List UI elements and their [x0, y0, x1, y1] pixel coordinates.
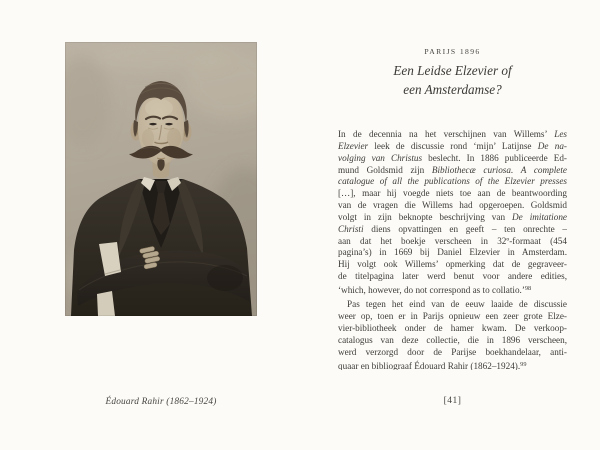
body-text-line: Pas tegen het eind van de eeuw laaide de discussie	[347, 299, 567, 310]
body-text-line: Christi diens opvattingen en geeft – ten onrechte –	[338, 223, 567, 234]
footnote-reference: 98	[524, 284, 532, 292]
body-text-line: catalogus van deze collectie, die in 1896 verscheen,	[338, 334, 567, 345]
chapter-title-line1: Een Leidse Elzevier of	[393, 63, 512, 78]
chapter-title	[326, 61, 579, 99]
body-text-line: volgt in zijn beknopte beschrijving van De imitatione	[338, 211, 567, 222]
chapter-title-line2: een Amsterdamse?	[403, 82, 502, 97]
body-text-line: ‘which, however, do not correspond as to collatio.’$^{98}$	[338, 284, 532, 295]
body-text-line: pagina’s) in 1669 bij Daniel Elzevier in Amsterdam.	[338, 247, 567, 258]
portrait-photo	[65, 42, 257, 316]
body-text-line: catalogue of all the publications of the Elzevier presses	[338, 176, 567, 187]
body-text-line: de titelpagina later werd benut voor andere edities,	[338, 271, 567, 282]
body-text-line: volging van Christus beslecht. In 1886 publiceerde Ed-	[338, 152, 567, 163]
body-text-line: werd verzorgd door de Parijse boekhandelaar, anti-	[338, 346, 567, 357]
page-number: [41]	[443, 396, 462, 406]
body-text-line: vier-bibliotheek onder de hamer kwam. De verkoop-	[338, 323, 567, 333]
photo-caption: Édouard Rahir (1862–1924)	[105, 397, 217, 407]
body-text-line: […], maar hij voegde niets toe aan de beantwoording	[338, 188, 567, 199]
body-text-line: aan dat het boekje verscheen in 32º-formaat (454	[338, 235, 567, 246]
body-text	[338, 129, 567, 370]
footnote-reference: 99	[520, 360, 527, 368]
body-text-line: Hij volgt ook Willems’ opmerking dat de gegraveer-	[338, 259, 567, 270]
chapter-kicker: PARIJS 1896	[424, 47, 481, 56]
body-text-line: quaar en bibliograaf Édouard Rahir (1862–1924).$^{99}$	[338, 360, 527, 371]
body-text-line: weer op, toen er in Parijs opnieuw een zeer grote Elze-	[338, 311, 567, 322]
portrait-photo-illustration	[65, 42, 257, 316]
body-text-line: In de decennia na het verschijnen van Willems’ Les	[338, 129, 567, 139]
body-text-line: van de vragen die Willems had opgeroepen. Goldsmid	[338, 200, 567, 211]
shirt-cuff	[97, 291, 115, 316]
body-text-line: mund Goldsmid zijn Bibliothecæ curiosa. A complete	[338, 164, 567, 175]
body-text-line: Elzevier leek de discussie rond ‘mijn’ Latijnse De na-	[338, 140, 567, 151]
